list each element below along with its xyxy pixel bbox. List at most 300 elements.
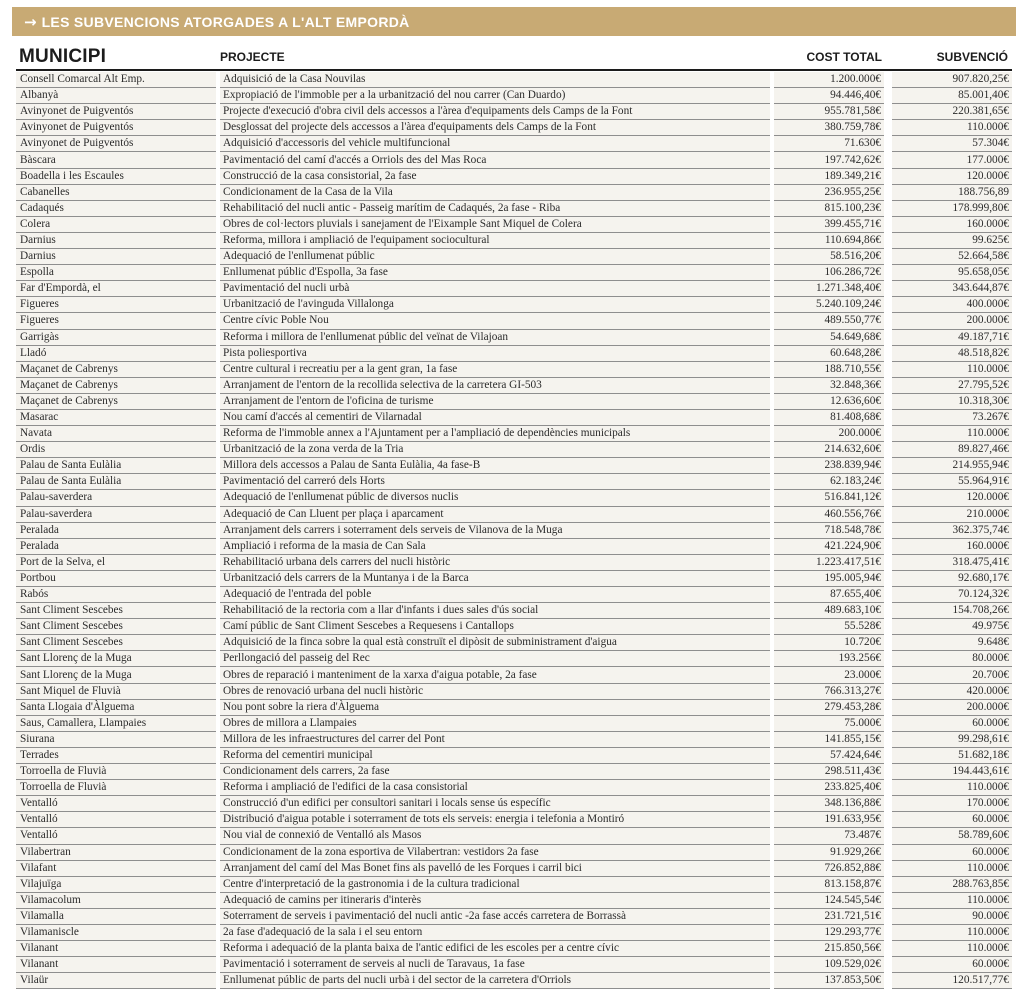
column-gap <box>884 168 892 184</box>
cost-total-cell: 87.655,40€ <box>774 587 884 603</box>
cost-total-cell: 195.005,94€ <box>774 570 884 586</box>
municipi-cell: Colera <box>16 216 216 232</box>
table-row <box>16 908 1012 924</box>
subvencio-cell: 48.518,82€ <box>892 345 1012 361</box>
municipi-cell: Bàscara <box>16 152 216 168</box>
column-gap <box>884 249 892 265</box>
column-gap <box>884 329 892 345</box>
table-row <box>16 249 1012 265</box>
column-gap <box>884 924 892 940</box>
column-gap <box>884 796 892 812</box>
column-gap <box>884 152 892 168</box>
column-gap <box>884 490 892 506</box>
projecte-cell: Condicionament de la Casa de la Vila <box>220 184 770 200</box>
projecte-cell: Centre cívic Poble Nou <box>220 313 770 329</box>
projecte-cell: Millora dels accessos a Palau de Santa Eulàlia, 4a fase-B <box>220 458 770 474</box>
cost-total-cell: 231.721,51€ <box>774 908 884 924</box>
table-row <box>16 104 1012 120</box>
municipi-cell: Navata <box>16 426 216 442</box>
subvencio-cell: 51.682,18€ <box>892 747 1012 763</box>
table-row <box>16 345 1012 361</box>
projecte-cell: Nou camí d'accés al cementiri de Vilarnadal <box>220 409 770 425</box>
column-gap <box>884 393 892 409</box>
table-row <box>16 200 1012 216</box>
projecte-cell: Arranjament de l'entorn de la recollida selectiva de la carretera GI-503 <box>220 377 770 393</box>
projecte-cell: Adquisició d'accessoris del vehicle multifuncional <box>220 136 770 152</box>
column-gap <box>884 635 892 651</box>
table-row <box>16 828 1012 844</box>
municipi-cell: Maçanet de Cabrenys <box>16 361 216 377</box>
column-gap <box>884 345 892 361</box>
subvencio-cell: 49.975€ <box>892 619 1012 635</box>
projecte-cell: Centre d'interpretació de la gastronomia i de la cultura tradicional <box>220 876 770 892</box>
municipi-cell: Avinyonet de Puigventós <box>16 120 216 136</box>
cost-total-cell: 421.224,90€ <box>774 538 884 554</box>
projecte-cell: Pavimentació del carreró dels Horts <box>220 474 770 490</box>
cost-total-cell: 73.487€ <box>774 828 884 844</box>
table-row <box>16 635 1012 651</box>
municipi-cell: Maçanet de Cabrenys <box>16 393 216 409</box>
table-header <box>0 45 1024 69</box>
table-row <box>16 522 1012 538</box>
table-row <box>16 458 1012 474</box>
cost-total-cell: 766.313,27€ <box>774 683 884 699</box>
cost-total-cell: 58.516,20€ <box>774 249 884 265</box>
column-gap <box>884 136 892 152</box>
subvencio-cell: 288.763,85€ <box>892 876 1012 892</box>
cost-total-cell: 233.825,40€ <box>774 780 884 796</box>
subvencio-cell: 110.000€ <box>892 860 1012 876</box>
subvencio-cell: 110.000€ <box>892 941 1012 957</box>
subvencio-cell: 9.648€ <box>892 635 1012 651</box>
projecte-cell: Reforma del cementiri municipal <box>220 747 770 763</box>
subvencio-cell: 160.000€ <box>892 538 1012 554</box>
subvencio-cell: 154.708,26€ <box>892 603 1012 619</box>
subvencio-cell: 120.000€ <box>892 490 1012 506</box>
subvencio-cell: 420.000€ <box>892 683 1012 699</box>
table-row <box>16 313 1012 329</box>
municipi-cell: Ventalló <box>16 828 216 844</box>
cost-total-cell: 106.286,72€ <box>774 265 884 281</box>
column-gap <box>884 361 892 377</box>
municipi-cell: Santa Llogaia d'Àlguema <box>16 699 216 715</box>
projecte-cell: Adequació de l'enllumenat públic de diversos nuclis <box>220 490 770 506</box>
cost-total-cell: 238.839,94€ <box>774 458 884 474</box>
cost-total-cell: 91.929,26€ <box>774 844 884 860</box>
cost-total-cell: 236.955,25€ <box>774 184 884 200</box>
projecte-cell: Pavimentació del camí d'accés a Orriols des del Mas Roca <box>220 152 770 168</box>
subvencio-cell: 60.000€ <box>892 844 1012 860</box>
column-gap <box>884 683 892 699</box>
projecte-cell: Perllongació del passeig del Rec <box>220 651 770 667</box>
table-row <box>16 860 1012 876</box>
subvencio-cell: 400.000€ <box>892 297 1012 313</box>
cost-total-cell: 129.293,77€ <box>774 924 884 940</box>
subvencio-cell: 160.000€ <box>892 216 1012 232</box>
municipi-cell: Peralada <box>16 522 216 538</box>
projecte-cell: Obres de millora a Llampaies <box>220 715 770 731</box>
projecte-cell: Construcció de la casa consistorial, 2a fase <box>220 168 770 184</box>
table-row <box>16 377 1012 393</box>
subvencio-cell: 210.000€ <box>892 506 1012 522</box>
column-gap <box>884 892 892 908</box>
subvencio-cell: 362.375,74€ <box>892 522 1012 538</box>
cost-total-cell: 1.200.000€ <box>774 72 884 88</box>
column-gap <box>884 313 892 329</box>
table-row <box>16 426 1012 442</box>
municipi-cell: Terrades <box>16 747 216 763</box>
subvencio-cell: 57.304€ <box>892 136 1012 152</box>
municipi-cell: Darnius <box>16 249 216 265</box>
projecte-cell: Obres de renovació urbana del nucli històric <box>220 683 770 699</box>
cost-total-cell: 279.453,28€ <box>774 699 884 715</box>
banner-title: LES SUBVENCIONS ATORGADES A L'ALT EMPORDÀ <box>41 13 410 30</box>
municipi-cell: Vilaür <box>16 973 216 989</box>
subvencio-cell: 95.658,05€ <box>892 265 1012 281</box>
cost-total-cell: 193.256€ <box>774 651 884 667</box>
subvencio-cell: 120.000€ <box>892 168 1012 184</box>
table-body <box>16 72 1012 989</box>
municipi-cell: Torroella de Fluvià <box>16 780 216 796</box>
projecte-cell: Expropiació de l'immoble per a la urbanització del nou carrer (Can Duardo) <box>220 88 770 104</box>
subvencio-cell: 194.443,61€ <box>892 764 1012 780</box>
municipi-cell: Masarac <box>16 409 216 425</box>
cost-total-cell: 10.720€ <box>774 635 884 651</box>
municipi-cell: Vilamalla <box>16 908 216 924</box>
cost-total-cell: 109.529,02€ <box>774 957 884 973</box>
table-row <box>16 538 1012 554</box>
cost-total-cell: 57.424,64€ <box>774 747 884 763</box>
table-row <box>16 393 1012 409</box>
table-row <box>16 554 1012 570</box>
table-row <box>16 570 1012 586</box>
column-gap <box>884 828 892 844</box>
municipi-cell: Ventalló <box>16 796 216 812</box>
cost-total-cell: 62.183,24€ <box>774 474 884 490</box>
projecte-cell: Rehabilitació de la rectoria com a llar d'infants i dues sales d'ús social <box>220 603 770 619</box>
table-row <box>16 88 1012 104</box>
projecte-cell: Rehabilitació urbana dels carrers del nucli històric <box>220 554 770 570</box>
municipi-cell: Sant Miquel de Fluvià <box>16 683 216 699</box>
table-row <box>16 490 1012 506</box>
table-row <box>16 442 1012 458</box>
municipi-cell: Maçanet de Cabrenys <box>16 377 216 393</box>
table-row <box>16 603 1012 619</box>
subvencio-cell: 200.000€ <box>892 699 1012 715</box>
column-gap <box>884 747 892 763</box>
column-gap <box>884 522 892 538</box>
municipi-cell: Far d'Empordà, el <box>16 281 216 297</box>
municipi-cell: Sant Climent Sescebes <box>16 619 216 635</box>
column-gap <box>884 619 892 635</box>
projecte-cell: Urbanització dels carrers de la Muntanya i de la Barca <box>220 570 770 586</box>
subvencio-cell: 907.820,25€ <box>892 72 1012 88</box>
cost-total-cell: 60.648,28€ <box>774 345 884 361</box>
column-gap <box>884 104 892 120</box>
subvencio-cell: 177.000€ <box>892 152 1012 168</box>
municipi-cell: Figueres <box>16 297 216 313</box>
projecte-cell: Arranjament de l'entorn de l'oficina de turisme <box>220 393 770 409</box>
municipi-cell: Palau-saverdera <box>16 490 216 506</box>
table-row <box>16 474 1012 490</box>
column-gap <box>884 699 892 715</box>
table-row <box>16 506 1012 522</box>
subvencio-cell: 318.475,41€ <box>892 554 1012 570</box>
subsidies-table <box>16 72 1012 989</box>
header-cost-total: COST TOTAL <box>806 50 882 64</box>
municipi-cell: Sant Climent Sescebes <box>16 635 216 651</box>
projecte-cell: Projecte d'execució d'obra civil dels accessos a l'àrea d'equipaments dels Camps de la Font <box>220 104 770 120</box>
table-row <box>16 747 1012 763</box>
projecte-cell: Obres de reparació i manteniment de la xarxa d'aigua potable, 2a fase <box>220 667 770 683</box>
column-gap <box>884 554 892 570</box>
projecte-cell: Enllumenat públic de parts del nucli urbà i del sector de la carretera d'Orriols <box>220 973 770 989</box>
cost-total-cell: 75.000€ <box>774 715 884 731</box>
column-gap <box>884 200 892 216</box>
municipi-cell: Ventalló <box>16 812 216 828</box>
subvencio-cell: 60.000€ <box>892 715 1012 731</box>
table-row <box>16 216 1012 232</box>
table-row <box>16 683 1012 699</box>
cost-total-cell: 71.630€ <box>774 136 884 152</box>
municipi-cell: Sant Llorenç de la Muga <box>16 651 216 667</box>
projecte-cell: Centre cultural i recreatiu per a la gent gran, 1a fase <box>220 361 770 377</box>
projecte-cell: Nou vial de connexió de Ventalló als Masos <box>220 828 770 844</box>
table-row <box>16 876 1012 892</box>
column-gap <box>884 538 892 554</box>
municipi-cell: Sant Llorenç de la Muga <box>16 667 216 683</box>
column-gap <box>884 232 892 248</box>
column-gap <box>884 844 892 860</box>
subvencio-cell: 110.000€ <box>892 780 1012 796</box>
projecte-cell: Distribució d'aigua potable i soterrament de tots els serveis: energia i telefonia a Montiró <box>220 812 770 828</box>
cost-total-cell: 54.649,68€ <box>774 329 884 345</box>
projecte-cell: Camí públic de Sant Climent Sescebes a Requesens i Cantallops <box>220 619 770 635</box>
table-row <box>16 329 1012 345</box>
column-gap <box>884 426 892 442</box>
cost-total-cell: 955.781,58€ <box>774 104 884 120</box>
cost-total-cell: 815.100,23€ <box>774 200 884 216</box>
municipi-cell: Palau-saverdera <box>16 506 216 522</box>
cost-total-cell: 214.632,60€ <box>774 442 884 458</box>
table-row <box>16 892 1012 908</box>
projecte-cell: Adequació de l'entrada del poble <box>220 587 770 603</box>
cost-total-cell: 124.545,54€ <box>774 892 884 908</box>
municipi-cell: Peralada <box>16 538 216 554</box>
table-row <box>16 72 1012 88</box>
subvencio-cell: 52.664,58€ <box>892 249 1012 265</box>
table-row <box>16 796 1012 812</box>
municipi-cell: Vilanant <box>16 957 216 973</box>
projecte-cell: 2a fase d'adequació de la sala i el seu entorn <box>220 924 770 940</box>
table-row <box>16 764 1012 780</box>
municipi-cell: Albanyà <box>16 88 216 104</box>
column-gap <box>884 216 892 232</box>
column-gap <box>884 941 892 957</box>
column-gap <box>884 474 892 490</box>
table-row <box>16 812 1012 828</box>
column-gap <box>884 603 892 619</box>
table-row <box>16 844 1012 860</box>
table-row <box>16 699 1012 715</box>
subvencio-cell: 85.001,40€ <box>892 88 1012 104</box>
cost-total-cell: 813.158,87€ <box>774 876 884 892</box>
column-gap <box>884 120 892 136</box>
subvencio-cell: 73.267€ <box>892 409 1012 425</box>
municipi-cell: Vilajuïga <box>16 876 216 892</box>
table-row <box>16 973 1012 989</box>
cost-total-cell: 12.636,60€ <box>774 393 884 409</box>
column-gap <box>884 715 892 731</box>
table-row <box>16 587 1012 603</box>
municipi-cell: Vilabertran <box>16 844 216 860</box>
projecte-cell: Reforma i adequació de la planta baixa de l'antic edifici de les escoles per a centre cívic <box>220 941 770 957</box>
table-row <box>16 731 1012 747</box>
projecte-cell: Millora de les infraestructures del carrer del Pont <box>220 731 770 747</box>
cost-total-cell: 110.694,86€ <box>774 232 884 248</box>
table-row <box>16 297 1012 313</box>
projecte-cell: Arranjament dels carrers i soterrament dels serveis de Vilanova de la Muga <box>220 522 770 538</box>
subvencio-cell: 178.999,80€ <box>892 200 1012 216</box>
projecte-cell: Rehabilitació del nucli antic - Passeig marítim de Cadaqués, 2a fase - Riba <box>220 200 770 216</box>
column-gap <box>884 88 892 104</box>
header-projecte: PROJECTE <box>220 50 285 64</box>
cost-total-cell: 516.841,12€ <box>774 490 884 506</box>
projecte-cell: Urbanització de la zona verda de la Tria <box>220 442 770 458</box>
cost-total-cell: 298.511,43€ <box>774 764 884 780</box>
subvencio-cell: 90.000€ <box>892 908 1012 924</box>
cost-total-cell: 32.848,36€ <box>774 377 884 393</box>
header-subvencio: SUBVENCIÓ <box>936 50 1008 64</box>
cost-total-cell: 5.240.109,24€ <box>774 297 884 313</box>
municipi-cell: Espolla <box>16 265 216 281</box>
projecte-cell: Pavimentació del nucli urbà <box>220 281 770 297</box>
projecte-cell: Desglossat del projecte dels accessos a l'àrea d'equipaments dels Camps de la Font <box>220 120 770 136</box>
projecte-cell: Soterrament de serveis i pavimentació del nucli antic -2a fase accés carretera de Borrassà <box>220 908 770 924</box>
table-row <box>16 168 1012 184</box>
cost-total-cell: 399.455,71€ <box>774 216 884 232</box>
subvencio-cell: 70.124,32€ <box>892 587 1012 603</box>
cost-total-cell: 726.852,88€ <box>774 860 884 876</box>
table-row <box>16 780 1012 796</box>
subvencio-cell: 99.298,61€ <box>892 731 1012 747</box>
column-gap <box>884 72 892 88</box>
projecte-cell: Adequació de camins per itineraris d'interès <box>220 892 770 908</box>
table-row <box>16 651 1012 667</box>
column-gap <box>884 908 892 924</box>
projecte-cell: Reforma i ampliació de l'edifici de la casa consistorial <box>220 780 770 796</box>
column-gap <box>884 651 892 667</box>
projecte-cell: Arranjament del camí del Mas Bonet fins als pavelló de les Forques i carril bici <box>220 860 770 876</box>
column-gap <box>884 377 892 393</box>
subvencio-cell: 214.955,94€ <box>892 458 1012 474</box>
municipi-cell: Consell Comarcal Alt Emp. <box>16 72 216 88</box>
subvencio-cell: 92.680,17€ <box>892 570 1012 586</box>
column-gap <box>884 281 892 297</box>
projecte-cell: Nou pont sobre la riera d'Àlguema <box>220 699 770 715</box>
cost-total-cell: 94.446,40€ <box>774 88 884 104</box>
cost-total-cell: 188.710,55€ <box>774 361 884 377</box>
projecte-cell: Adquisició de la Casa Nouvilas <box>220 72 770 88</box>
subvencio-cell: 80.000€ <box>892 651 1012 667</box>
column-gap <box>884 876 892 892</box>
cost-total-cell: 380.759,78€ <box>774 120 884 136</box>
cost-total-cell: 200.000€ <box>774 426 884 442</box>
municipi-cell: Boadella i les Escaules <box>16 168 216 184</box>
cost-total-cell: 189.349,21€ <box>774 168 884 184</box>
table-row <box>16 667 1012 683</box>
subvencio-cell: 60.000€ <box>892 957 1012 973</box>
table-row <box>16 136 1012 152</box>
subvencio-cell: 20.700€ <box>892 667 1012 683</box>
section-banner <box>12 7 1016 36</box>
cost-total-cell: 141.855,15€ <box>774 731 884 747</box>
cost-total-cell: 718.548,78€ <box>774 522 884 538</box>
municipi-cell: Vilanant <box>16 941 216 957</box>
column-gap <box>884 667 892 683</box>
subvencio-cell: 55.964,91€ <box>892 474 1012 490</box>
municipi-cell: Lladó <box>16 345 216 361</box>
subvencio-cell: 120.517,77€ <box>892 973 1012 989</box>
header-rule <box>16 69 1012 71</box>
table-row <box>16 957 1012 973</box>
table-row <box>16 281 1012 297</box>
projecte-cell: Adequació de l'enllumenat públic <box>220 249 770 265</box>
column-gap <box>884 570 892 586</box>
subvencio-cell: 110.000€ <box>892 892 1012 908</box>
cost-total-cell: 348.136,88€ <box>774 796 884 812</box>
subvencio-cell: 89.827,46€ <box>892 442 1012 458</box>
table-row <box>16 232 1012 248</box>
municipi-cell: Figueres <box>16 313 216 329</box>
projecte-cell: Adequació de Can Lluent per plaça i aparcament <box>220 506 770 522</box>
municipi-cell: Garrigàs <box>16 329 216 345</box>
subvencio-cell: 58.789,60€ <box>892 828 1012 844</box>
subvencio-cell: 110.000€ <box>892 924 1012 940</box>
subvencio-cell: 110.000€ <box>892 120 1012 136</box>
cost-total-cell: 197.742,62€ <box>774 152 884 168</box>
table-row <box>16 361 1012 377</box>
projecte-cell: Enllumenat públic d'Espolla, 3a fase <box>220 265 770 281</box>
column-gap <box>884 973 892 989</box>
projecte-cell: Reforma, millora i ampliació de l'equipament sociocultural <box>220 232 770 248</box>
projecte-cell: Urbanització de l'avinguda Villalonga <box>220 297 770 313</box>
column-gap <box>884 957 892 973</box>
municipi-cell: Avinyonet de Puigventós <box>16 136 216 152</box>
subvencio-cell: 110.000€ <box>892 426 1012 442</box>
cost-total-cell: 55.528€ <box>774 619 884 635</box>
subvencio-cell: 110.000€ <box>892 361 1012 377</box>
subvencio-cell: 99.625€ <box>892 232 1012 248</box>
table-row <box>16 265 1012 281</box>
municipi-cell: Palau de Santa Eulàlia <box>16 458 216 474</box>
municipi-cell: Saus, Camallera, Llampaies <box>16 715 216 731</box>
cost-total-cell: 460.556,76€ <box>774 506 884 522</box>
cost-total-cell: 137.853,50€ <box>774 973 884 989</box>
table-row <box>16 184 1012 200</box>
table-row <box>16 941 1012 957</box>
municipi-cell: Cadaqués <box>16 200 216 216</box>
column-gap <box>884 860 892 876</box>
projecte-cell: Pavimentació i soterrament de serveis al nucli de Taravaus, 1a fase <box>220 957 770 973</box>
projecte-cell: Reforma de l'immoble annex a l'Ajuntament per a l'ampliació de dependències municipals <box>220 426 770 442</box>
column-gap <box>884 265 892 281</box>
projecte-cell: Adquisició de la finca sobre la qual està construït el dipòsit de subministrament d'aigua <box>220 635 770 651</box>
column-gap <box>884 409 892 425</box>
table-row <box>16 715 1012 731</box>
column-gap <box>884 780 892 796</box>
table-row <box>16 409 1012 425</box>
